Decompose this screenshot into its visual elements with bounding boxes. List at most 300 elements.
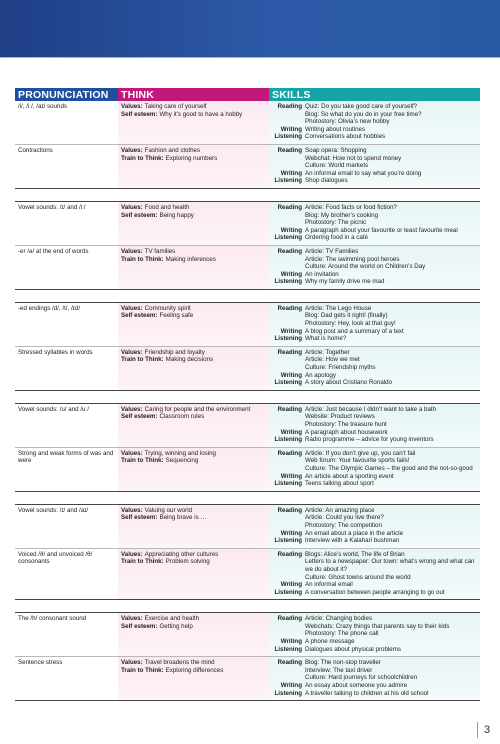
think-cell [118, 303, 269, 346]
skills-line [272, 530, 477, 538]
skills-label [272, 364, 305, 372]
table-row [15, 404, 480, 447]
think-text: Trying, winning and losing [144, 449, 216, 457]
skills-label: Writing [280, 125, 302, 133]
think-line [121, 312, 266, 320]
skills-label: Listening [274, 689, 302, 697]
think-text: Exploring numbers [165, 154, 218, 162]
think-line [121, 450, 266, 458]
skills-line [272, 537, 477, 545]
think-cell [118, 246, 269, 289]
skills-text: What is home? [305, 335, 347, 343]
skills-text: An informal email [305, 581, 353, 589]
think-label: Self esteem: [121, 622, 158, 630]
skills-line [272, 522, 477, 530]
think-label: Values: [121, 550, 143, 558]
think-line [121, 356, 266, 364]
think-cell [118, 145, 269, 188]
think-line [121, 413, 266, 421]
skills-text: Blog: So what do you do in your free time? [305, 110, 422, 118]
table-header [15, 88, 480, 101]
skills-label: Reading [277, 304, 302, 312]
skills-label: Listening [274, 588, 302, 596]
think-line [121, 514, 266, 522]
think-line [121, 248, 266, 256]
contents-table [15, 88, 480, 701]
skills-cell [269, 613, 480, 656]
skills-label: Writing [280, 226, 302, 234]
skills-line [272, 312, 477, 320]
skills-line [272, 589, 477, 597]
think-cell [118, 613, 269, 656]
skills-text: A traveller talking to children at his old school [305, 689, 429, 697]
think-cell [118, 404, 269, 447]
skills-text: Article: Just because I didn’t want to take a bath [305, 405, 437, 413]
think-label: Train to Think: [121, 666, 164, 674]
skills-text: Article: An amazing place [305, 506, 375, 514]
pronunciation-cell: Voiced /ð/ and unvoiced /θ/ consonants [18, 550, 93, 566]
pronunciation-cell: Contractions [18, 146, 53, 154]
header-banner [0, 0, 500, 58]
think-line [121, 623, 266, 631]
skills-label [272, 118, 305, 126]
think-label: Values: [121, 506, 143, 514]
skills-label [272, 162, 305, 170]
skills-label: Listening [274, 645, 302, 653]
skills-line [272, 204, 477, 212]
skills-label: Writing [280, 327, 302, 335]
think-line [121, 507, 266, 515]
skills-text: Web forum: Your favourite sports fails! [305, 457, 410, 465]
think-label: Values: [121, 103, 143, 110]
skills-line [272, 234, 477, 242]
think-line [121, 659, 266, 667]
think-text: Fashion and clothes [144, 146, 201, 154]
think-text: Appreciating other cultures [144, 550, 219, 558]
skills-label: Listening [274, 537, 302, 545]
skills-label [272, 465, 305, 473]
think-text: Food and health [144, 203, 190, 211]
think-label: Train to Think: [121, 457, 164, 465]
think-label: Values: [121, 146, 143, 154]
think-text: Being happy [159, 211, 194, 219]
skills-text: Blogs: Alice’s world, The life of Brian [305, 550, 405, 558]
skills-text: An invitation [305, 270, 339, 278]
skills-label: Writing [280, 581, 302, 589]
skills-label: Listening [274, 234, 302, 242]
skills-cell [269, 246, 480, 289]
think-label: Values: [121, 449, 143, 457]
skills-line [272, 646, 477, 654]
think-text: Classroom rules [159, 413, 205, 421]
skills-text: Writing about routines [305, 125, 366, 133]
think-text: Community spirit [144, 304, 191, 312]
skills-line [272, 667, 477, 675]
skills-text: Culture: Friendship myths [305, 364, 376, 372]
skills-label: Listening [274, 379, 302, 387]
skills-text: Interview: The taxi driver [305, 666, 373, 674]
page-number: 3 [477, 722, 496, 738]
table-row [15, 447, 480, 491]
skills-line [272, 436, 477, 444]
skills-label: Listening [274, 177, 302, 185]
skills-label: Reading [277, 146, 302, 154]
skills-line [272, 507, 477, 515]
skills-cell [269, 347, 480, 390]
skills-line [272, 170, 477, 178]
skills-text: Shop dialogues [305, 177, 348, 185]
think-text: Exploring differences [165, 666, 224, 674]
think-text: Valuing our world [144, 506, 193, 514]
skills-text: Article: The Lego House [305, 304, 372, 312]
skills-line [272, 349, 477, 357]
unit-groups [15, 101, 480, 701]
skills-cell [269, 448, 480, 491]
think-line [121, 103, 266, 111]
skills-label [272, 356, 305, 364]
think-line [121, 155, 266, 163]
skills-line [272, 413, 477, 421]
unit-group [15, 504, 480, 601]
skills-label [272, 263, 305, 271]
header-skills: SKILLS [269, 88, 480, 101]
skills-label: Listening [274, 278, 302, 286]
skills-line [272, 581, 477, 589]
skills-label [272, 256, 305, 264]
skills-text: Article: TV Families [305, 247, 359, 255]
skills-line [272, 615, 477, 623]
skills-text: A conversation between people arranging to go out [305, 588, 445, 596]
skills-line [272, 162, 477, 170]
pronunciation-cell: -ed endings /d/, /t/, /ɪd/ [18, 304, 81, 312]
skills-label: Reading [277, 103, 302, 110]
skills-label: Reading [277, 550, 302, 558]
skills-line [272, 111, 477, 119]
skills-label: Writing [280, 529, 302, 537]
skills-label [272, 514, 305, 522]
think-label: Train to Think: [121, 356, 164, 364]
think-cell [118, 347, 269, 390]
skills-text: A blog post and a summary of a text [305, 327, 404, 335]
think-line [121, 349, 266, 357]
think-line [121, 111, 266, 119]
think-text: Caring for people and the environment [144, 405, 251, 413]
pronunciation-cell: Vowel sounds: /ʊ/ and /uː/ [18, 405, 89, 413]
skills-line [272, 450, 477, 458]
skills-text: Article: Together [305, 348, 350, 356]
skills-label [272, 630, 305, 638]
skills-line [272, 638, 477, 646]
skills-label [272, 623, 305, 631]
skills-line [272, 473, 477, 481]
skills-line [272, 364, 477, 372]
skills-text: Photostory: The competition [305, 521, 382, 529]
pronunciation-cell: Strong and weak forms of was and were [18, 449, 114, 465]
pronunciation-cell: /i/, /iː/, /aɪ/ sounds [18, 103, 67, 110]
skills-label [272, 457, 305, 465]
pronunciation-cell: The /h/ consonant sound [18, 615, 87, 623]
think-cell [118, 202, 269, 245]
think-cell [118, 448, 269, 491]
think-text: Travel broadens the mind [144, 659, 215, 667]
skills-text: An article about a sporting event [305, 472, 394, 480]
skills-text: Article: Changing bodies [305, 615, 373, 623]
skills-text: Blog: The non-stop traveller [305, 659, 381, 667]
skills-text: Interview with a Kalahari bushman [305, 537, 400, 545]
skills-line [272, 558, 477, 573]
skills-text: Letters to a newspaper: Our town: what’s wrong and what can we do about it? [305, 558, 475, 573]
skills-line [272, 465, 477, 473]
skills-line [272, 227, 477, 235]
think-line [121, 256, 266, 264]
skills-text: An essay about someone you admire [305, 682, 408, 690]
skills-text: An informal email to say what you’re doing [305, 169, 422, 177]
skills-text: A paragraph about housework [305, 428, 388, 436]
think-label: Train to Think: [121, 255, 164, 263]
table-row [15, 505, 480, 548]
skills-label: Writing [280, 428, 302, 436]
skills-line [272, 126, 477, 134]
skills-line [272, 305, 477, 313]
think-label: Values: [121, 348, 143, 356]
skills-label: Reading [277, 203, 302, 211]
skills-line [272, 379, 477, 387]
skills-label: Writing [280, 270, 302, 278]
table-row [15, 144, 480, 188]
skills-label [272, 674, 305, 682]
skills-label: Writing [280, 169, 302, 177]
skills-text: Photostory: Hey, look at that guy! [305, 320, 396, 328]
skills-text: Culture: Ghost towns around the world [305, 573, 411, 581]
skills-text: Website: Product reviews [305, 413, 375, 421]
skills-label: Reading [277, 449, 302, 457]
skills-label [272, 421, 305, 429]
skills-text: Article: The swimming pool heroes [305, 255, 400, 263]
think-cell [118, 657, 269, 700]
skills-cell [269, 657, 480, 700]
skills-line [272, 278, 477, 286]
think-label: Values: [121, 203, 143, 211]
skills-text: Culture: The Olympic Games – the good and the not-so-good [305, 464, 473, 472]
skills-label: Reading [277, 405, 302, 413]
skills-label: Reading [277, 615, 302, 623]
think-label: Self esteem: [121, 312, 158, 320]
skills-line [272, 630, 477, 638]
think-text: Feeling safe [159, 312, 194, 320]
think-label: Self esteem: [121, 413, 158, 421]
table-row [15, 656, 480, 700]
think-line [121, 147, 266, 155]
header-think: THINK [118, 88, 269, 101]
think-label: Self esteem: [121, 211, 158, 219]
think-line [121, 204, 266, 212]
think-line [121, 212, 266, 220]
skills-line [272, 133, 477, 141]
table-row [15, 245, 480, 289]
think-text: Taking care of yourself [144, 103, 207, 110]
skills-cell [269, 303, 480, 346]
skills-line [272, 356, 477, 364]
think-line [121, 615, 266, 623]
pronunciation-cell: Vowel sounds: /ɪ/ and /aɪ/ [18, 506, 89, 514]
skills-line [272, 103, 477, 111]
skills-text: Why my family drive me mad [305, 278, 385, 286]
think-label: Values: [121, 659, 143, 667]
think-line [121, 558, 266, 566]
pronunciation-cell: Sentence stress [18, 659, 63, 667]
skills-line [272, 256, 477, 264]
skills-label [272, 413, 305, 421]
unit-group [15, 612, 480, 701]
skills-label: Writing [280, 371, 302, 379]
think-label: Train to Think: [121, 558, 164, 566]
skills-label [272, 522, 305, 530]
think-cell [118, 101, 269, 144]
skills-text: Article: How we met [305, 356, 360, 364]
think-line [121, 551, 266, 559]
skills-text: Article: Food facts or food fiction? [305, 203, 397, 211]
skills-label [272, 667, 305, 675]
skills-cell [269, 549, 480, 600]
header-divider [0, 57, 500, 58]
skills-label: Writing [280, 472, 302, 480]
skills-line [272, 335, 477, 343]
think-line [121, 406, 266, 414]
skills-line [272, 372, 477, 380]
skills-label: Listening [274, 133, 302, 141]
think-label: Values: [121, 304, 143, 312]
skills-text: Webchats: Crazy things that parents say to their kids [305, 622, 450, 630]
think-label: Values: [121, 615, 143, 623]
skills-text: A story about Cristiano Ronaldo [305, 379, 393, 387]
think-cell [118, 549, 269, 600]
pronunciation-cell: Stressed syllables in words [18, 348, 93, 356]
skills-text: Photostory: Olivia’s new hobby [305, 118, 390, 126]
skills-label: Reading [277, 506, 302, 514]
skills-cell [269, 101, 480, 144]
skills-text: A paragraph about your favourite or least favourite meal [305, 226, 458, 234]
unit-group [15, 403, 480, 492]
skills-text: An email about a place in the article [305, 529, 404, 537]
skills-line [272, 155, 477, 163]
skills-text: Webchat: How not to spend money [305, 154, 402, 162]
skills-label [272, 155, 305, 163]
think-label: Self esteem: [121, 110, 158, 118]
think-line [121, 305, 266, 313]
table-row [15, 303, 480, 346]
think-label: Values: [121, 405, 143, 413]
think-text: Making inferences [165, 255, 216, 263]
skills-label: Listening [274, 436, 302, 444]
skills-text: Radio programme – advice for young inventors [305, 436, 434, 444]
table-row [15, 613, 480, 656]
think-line [121, 457, 266, 465]
skills-text: Photostory: The picnic [305, 219, 367, 227]
skills-line [272, 248, 477, 256]
skills-label [272, 312, 305, 320]
skills-line [272, 219, 477, 227]
skills-label: Reading [277, 659, 302, 667]
table-row [15, 202, 480, 245]
skills-text: Conversations about hobbies [305, 133, 386, 141]
skills-text: A phone message [305, 638, 355, 646]
think-label: Self esteem: [121, 514, 158, 522]
skills-label [272, 212, 305, 220]
skills-text: Soap opera: Shopping [305, 146, 367, 154]
unit-group [15, 201, 480, 290]
skills-label: Reading [277, 247, 302, 255]
skills-line [272, 682, 477, 690]
skills-line [272, 659, 477, 667]
skills-line [272, 690, 477, 698]
table-row [15, 346, 480, 390]
skills-line [272, 320, 477, 328]
think-text: Problem solving [165, 558, 210, 566]
skills-line [272, 118, 477, 126]
skills-line [272, 574, 477, 582]
skills-label: Reading [277, 348, 302, 356]
skills-line [272, 328, 477, 336]
skills-label [272, 574, 305, 582]
think-text: Sequencing [165, 457, 199, 465]
skills-text: Culture: Around the world on Children’s Day [305, 263, 426, 271]
think-label: Values: [121, 247, 143, 255]
think-text: Getting help [159, 622, 193, 630]
skills-label: Writing [280, 682, 302, 690]
skills-cell [269, 145, 480, 188]
think-text: TV families [144, 247, 176, 255]
skills-line [272, 674, 477, 682]
pronunciation-cell: -er /ə/ at the end of words [18, 247, 89, 255]
think-text: Why it’s good to have a hobby [159, 110, 243, 118]
skills-text: Quiz: Do you take good care of yourself? [305, 103, 418, 110]
pronunciation-cell: Vowel sounds: /ɪ/ and /iː/ [18, 203, 86, 211]
skills-line [272, 551, 477, 559]
skills-line [272, 429, 477, 437]
skills-text: Article: Could you live there? [305, 514, 384, 522]
think-cell [118, 505, 269, 548]
skills-line [272, 263, 477, 271]
skills-text: Blog: My brother’s cooking [305, 211, 379, 219]
think-text: Making decisions [165, 356, 214, 364]
table-row [15, 101, 480, 144]
skills-cell [269, 404, 480, 447]
skills-text: Culture: Hard journeys for schoolchildren [305, 674, 418, 682]
think-text: Friendship and loyalty [144, 348, 205, 356]
header-pronunciation: PRONUNCIATION [15, 88, 118, 101]
skills-label [272, 111, 305, 119]
skills-text: Culture: World markets [305, 162, 369, 170]
think-text: Exercise and health [144, 615, 200, 623]
skills-cell [269, 202, 480, 245]
skills-label: Writing [280, 638, 302, 646]
skills-text: Ordering food in a café [305, 234, 368, 242]
skills-label [272, 320, 305, 328]
skills-line [272, 406, 477, 414]
skills-cell [269, 505, 480, 548]
skills-text: Photostory: The phone call [305, 630, 379, 638]
skills-label: Listening [274, 480, 302, 488]
skills-text: Teens talking about sport [305, 480, 374, 488]
skills-text: Dialogues about physical problems [305, 645, 401, 653]
unit-group [15, 101, 480, 189]
skills-label: Listening [274, 335, 302, 343]
think-label: Train to Think: [121, 154, 164, 162]
skills-line [272, 271, 477, 279]
skills-line [272, 147, 477, 155]
skills-line [272, 457, 477, 465]
skills-line [272, 421, 477, 429]
